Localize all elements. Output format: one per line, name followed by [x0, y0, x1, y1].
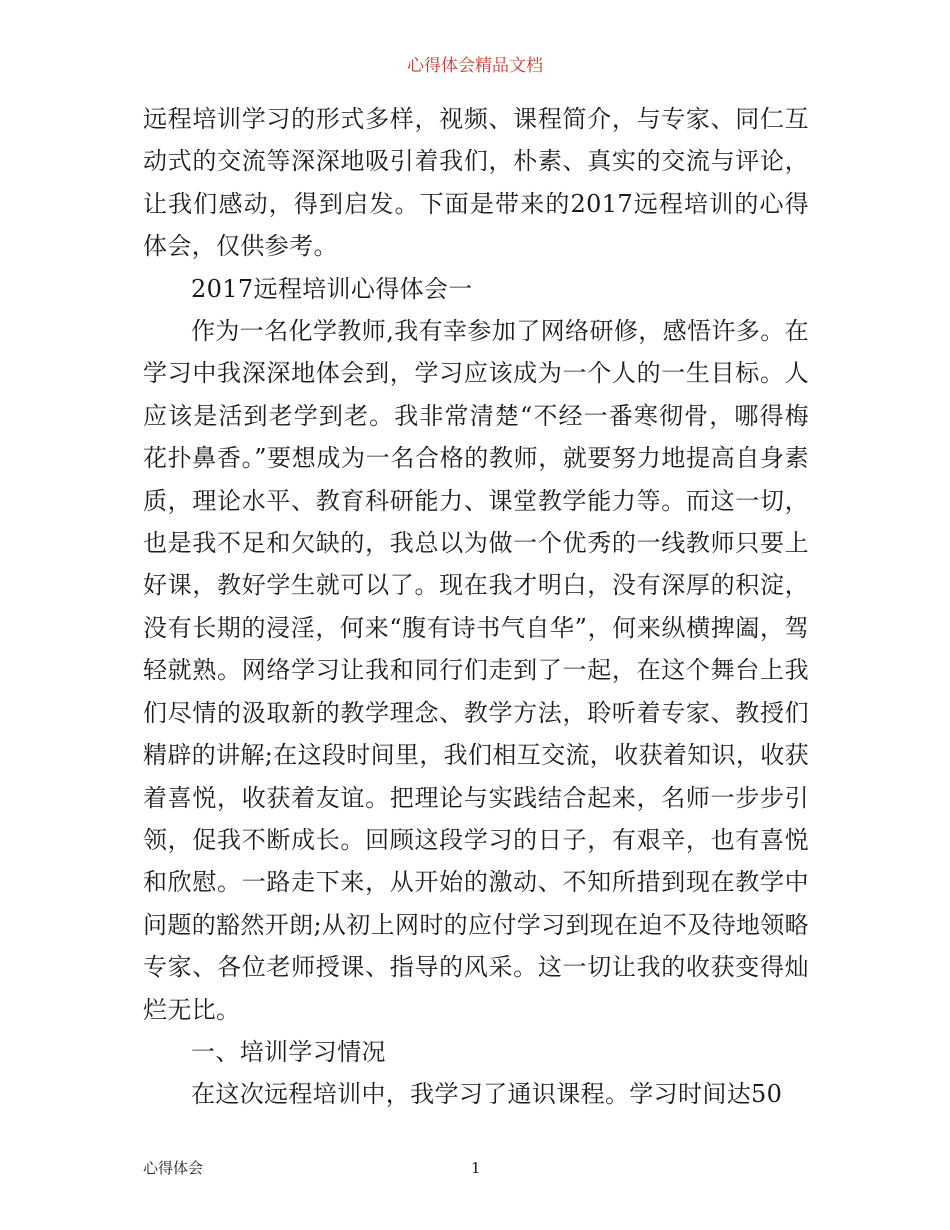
document-body — [143, 98, 809, 1116]
section-heading-experience-one: 2017远程培训心得体会一 — [191, 274, 473, 303]
paragraph-training-status: 在这次远程培训中，我学习了通识课程。学习时间达50 — [191, 1080, 783, 1109]
paragraph-experience-one: 作为一名化学教师,我有幸参加了网络研修，感悟许多。在学习中我深深地体会到，学习应该成为一个人的一生目标。人应该是活到老学到老。我非常清楚“不经一番寒彻骨，哪得梅花扑鼻香。”要想成为一名合格的教师，就要努力地提高自身素质，理论水平、教育科研能力、课堂教学能力等。而这一切，也是我不足和欠缺的，我总以为做一个优秀的一线教师只要上好课，教好学生就可以了。现在我才明白，没有深厚的积淀，没有长期的浸淫，何来“腹有诗书气自华”，何来纵横捭阖，驾轻就熟。网络学习让我和同行们走到了一起，在这个舞台上我们尽情的汲取新的教学理念、教学方法，聆听着专家、教授们精辟的讲解;在这段时间里，我们相互交流，收获着知识，收获着喜悦，收获着友谊。把理论与实践结合起来，名师一步步引领，促我不断成长。回顾这段学习的日子，有艰辛，也有喜悦和欣慰。一路走下来，从开始的激动、不知所措到现在教学中问题的豁然开朗;从初上网时的应付学习到现在迫不及待地领略专家、各位老师授课、指导的风采。这一切让我的收获变得灿烂无比。 — [143, 317, 809, 1024]
section-heading-training-status: 一、培训学习情况 — [191, 1037, 386, 1066]
paragraph-intro: 远程培训学习的形式多样，视频、课程简介，与专家、同仁互动式的交流等深深地吸引着我们，朴素、真实的交流与评论，让我们感动，得到启发。下面是带来的2017远程培训的心得体会，仅供参考。 — [143, 105, 809, 261]
page-header-title: 心得体会精品文档 — [407, 56, 543, 76]
page-footer — [143, 1156, 809, 1180]
footer-label: 心得体会 — [143, 1159, 204, 1177]
page-number: 1 — [471, 1159, 481, 1177]
